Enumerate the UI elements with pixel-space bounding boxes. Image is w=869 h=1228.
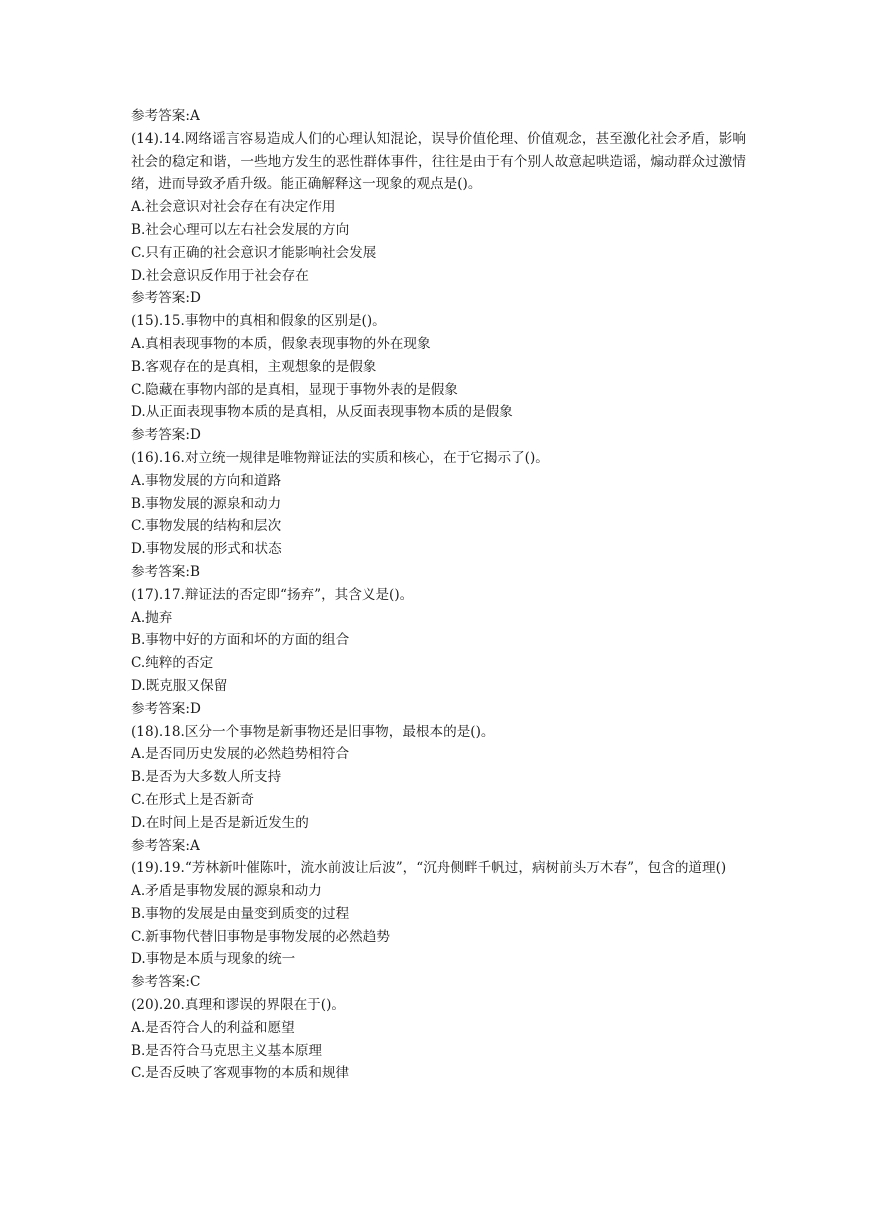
question-block xyxy=(131,584,746,721)
question-block xyxy=(131,994,746,1085)
option-d: D.事物发展的形式和状态 xyxy=(131,541,282,558)
option-c: C.只有正确的社会意识才能影响社会发展 xyxy=(131,244,377,261)
answer-line: 参考答案:C xyxy=(131,974,201,991)
answer-line: 参考答案:A xyxy=(131,837,200,854)
option-b: B.是否为大多数人所支持 xyxy=(131,769,282,786)
option-a: A.是否同历史发展的必然趋势相符合 xyxy=(131,746,350,763)
option-c: C.是否反映了客观事物的本质和规律 xyxy=(131,1065,350,1082)
option-a: A.是否符合人的利益和愿望 xyxy=(131,1019,295,1036)
option-a: A.真相表现事物的本质，假象表现事物的外在现象 xyxy=(131,335,431,352)
option-b: B.事物中好的方面和坏的方面的组合 xyxy=(131,632,350,649)
option-b: B.社会心理可以左右社会发展的方向 xyxy=(131,221,350,238)
option-c: C.纯粹的否定 xyxy=(131,655,214,672)
question-block xyxy=(131,128,746,310)
option-b: B.事物发展的源泉和动力 xyxy=(131,495,282,512)
answer-line: 参考答案:D xyxy=(131,290,201,307)
option-b: B.是否符合马克思主义基本原理 xyxy=(131,1042,323,1059)
question-stem: (18).18.区分一个事物是新事物还是旧事物，最根本的是()。 xyxy=(131,723,495,740)
answer-line: 参考答案:A xyxy=(131,108,200,124)
option-d: D.既克服又保留 xyxy=(131,677,228,694)
option-d: D.在时间上是否是新近发生的 xyxy=(131,814,309,831)
option-c: C.新事物代替旧事物是事物发展的必然趋势 xyxy=(131,928,390,945)
answer-line: 参考答案:B xyxy=(131,563,200,580)
question-stem: (19).19.“芳林新叶催陈叶，流水前波让后波”，“沉舟侧畔千帆过，病树前头万木春”，包含的道理() xyxy=(131,860,727,877)
answer-line: 参考答案:D xyxy=(131,700,201,717)
option-b: B.事物的发展是由量变到质变的过程 xyxy=(131,905,350,922)
option-d: D.社会意识反作用于社会存在 xyxy=(131,267,309,284)
option-c: C.隐藏在事物内部的是真相，显现于事物外表的是假象 xyxy=(131,381,458,398)
question-block xyxy=(131,857,746,994)
option-a: A.抛弃 xyxy=(131,609,173,626)
answer-line: 参考答案:D xyxy=(131,427,201,444)
option-a: A.矛盾是事物发展的源泉和动力 xyxy=(131,883,322,900)
option-a: A.事物发展的方向和道路 xyxy=(131,472,282,489)
option-d: D.事物是本质与现象的统一 xyxy=(131,951,296,968)
question-block xyxy=(131,447,746,584)
question-stem: (14).14.网络谣言容易造成人们的心理认知混论，误导价值伦理、价值观念，甚至激化社会矛盾，影响社会的稳定和谐，一些地方发生的恶性群体事件，往往是由于有个别人故意起哄造谣，煽动群众过激情绪，进而导致矛盾升级。能正确解释这一现象的观点是()。 xyxy=(131,130,746,193)
document-page xyxy=(131,105,746,1085)
question-block xyxy=(131,721,746,858)
option-d: D.从正面表现事物本质的是真相，从反面表现事物本质的是假象 xyxy=(131,404,513,421)
question-stem: (15).15.事物中的真相和假象的区别是()。 xyxy=(131,313,386,330)
question-stem: (17).17.辩证法的否定即“扬弃”，其含义是()。 xyxy=(131,586,414,603)
option-a: A.社会意识对社会存在有决定作用 xyxy=(131,199,336,216)
question-stem: (20).20.真理和谬误的界限在于()。 xyxy=(131,997,345,1014)
question-stem: (16).16.对立统一规律是唯物辩证法的实质和核心，在于它揭示了()。 xyxy=(131,449,549,466)
option-c: C.事物发展的结构和层次 xyxy=(131,518,282,535)
question-block xyxy=(131,310,746,447)
option-c: C.在形式上是否新奇 xyxy=(131,791,254,808)
option-b: B.客观存在的是真相，主观想象的是假象 xyxy=(131,358,377,375)
